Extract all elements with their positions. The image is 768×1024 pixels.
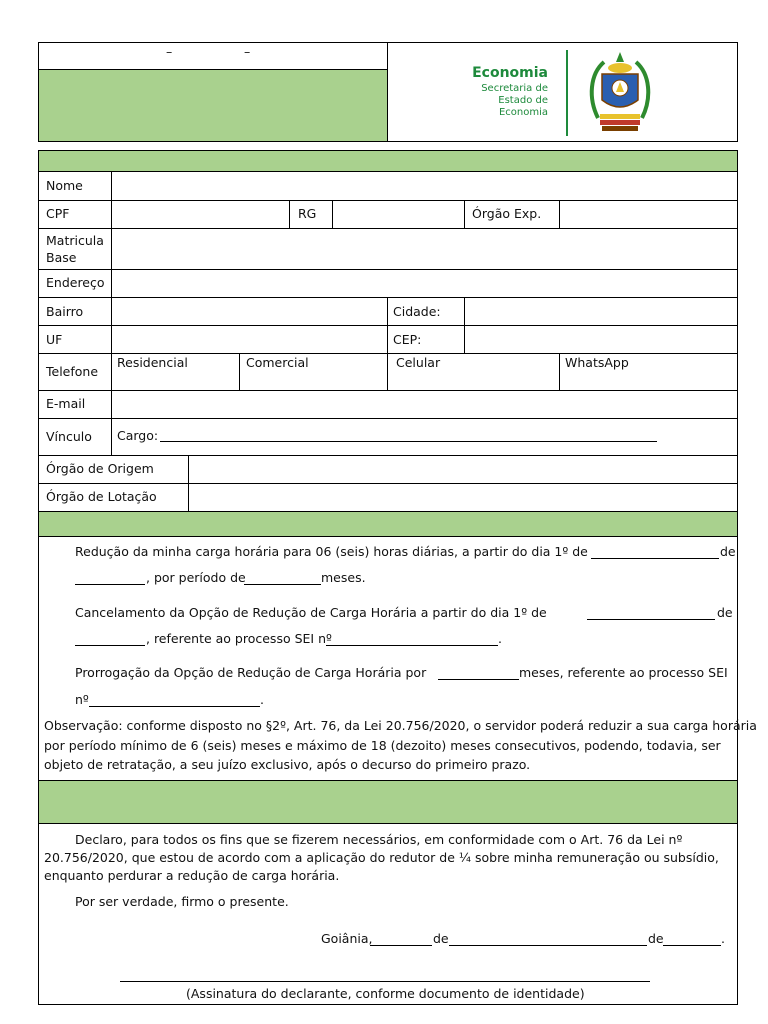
- obs-line-2: por período mínimo de 6 (seis) meses e máximo de 18 (dezoito) meses consecutivos, podendo, todavia, ser: [44, 738, 721, 753]
- nome-field[interactable]: [112, 172, 737, 200]
- label-vinculo: Vínculo: [46, 429, 92, 444]
- label-nome: Nome: [46, 178, 83, 193]
- reducao-meses: meses.: [321, 570, 366, 585]
- obs-line-1: Observação: conforme disposto no §2º, Art. 76, da Lei 20.756/2020, o servidor poderá reduzir a sua carga horária: [44, 718, 757, 733]
- reducao-month-line[interactable]: [75, 584, 145, 585]
- endereco-field[interactable]: [112, 270, 737, 297]
- signature-line[interactable]: [120, 981, 650, 982]
- economia-logo: [440, 62, 550, 122]
- col-divider: [239, 353, 240, 390]
- label-orgao-origem: Órgão de Origem: [46, 461, 154, 476]
- reducao-de: de: [720, 544, 736, 559]
- col-divider: [387, 297, 388, 353]
- row-divider: [38, 418, 738, 419]
- bairro-field[interactable]: [112, 298, 387, 325]
- orgao-exp-field[interactable]: [560, 201, 737, 228]
- reducao-text-a: Redução da minha carga horária para 06 (seis) horas diárias, a partir do dia 1º de: [75, 544, 588, 559]
- cancel-day-line[interactable]: [587, 619, 715, 620]
- uf-field[interactable]: [112, 326, 387, 353]
- logo-title: Economia: [472, 65, 548, 81]
- reducao-period-line[interactable]: [244, 584, 321, 585]
- section-1-header: [38, 150, 738, 172]
- header-dash-1: –: [166, 44, 173, 59]
- signature-caption: (Assinatura do declarante, conforme documento de identidade): [186, 986, 585, 1001]
- reducao-day-line[interactable]: [591, 558, 719, 559]
- prorrog-text-a: Prorrogação da Opção de Redução de Carga Horária por: [75, 665, 427, 680]
- cancel-text-b: , referente ao processo SEI nº: [146, 631, 332, 646]
- reducao-text-b: , por período de: [146, 570, 246, 585]
- label-cpf: CPF: [46, 206, 70, 221]
- label-cidade: Cidade:: [393, 304, 441, 319]
- logo-sub-1: Secretaria de: [481, 83, 548, 94]
- section-3-header: [38, 780, 738, 824]
- rg-field[interactable]: [333, 201, 464, 228]
- cancel-month-line[interactable]: [75, 645, 145, 646]
- decl-end: .: [721, 931, 725, 946]
- label-cargo: Cargo:: [117, 428, 159, 443]
- decl-line-1: Declaro, para todos os fins que se fizerem necessários, em conformidade com o Art. 76 da Lei nº: [75, 832, 683, 847]
- coat-of-arms-icon: [584, 48, 656, 138]
- label-matricula-2: Base: [46, 250, 77, 265]
- label-cep: CEP:: [393, 332, 422, 347]
- label-comercial: Comercial: [246, 355, 309, 370]
- col-divider: [464, 200, 465, 228]
- logo-sub-2: Estado de: [498, 95, 548, 106]
- obs-line-3: objeto de retratação, a seu juízo exclusivo, após o decurso do primeiro prazo.: [44, 757, 531, 772]
- decl-goiania: Goiânia,: [321, 931, 373, 946]
- label-matricula-1: Matricula: [46, 233, 104, 248]
- prorrog-months-line[interactable]: [438, 679, 519, 680]
- cancel-sei-line[interactable]: [326, 645, 498, 646]
- date-year-line[interactable]: [663, 945, 721, 946]
- row-divider: [38, 353, 738, 354]
- prorrog-no: nº: [75, 692, 89, 707]
- prorrog-text-b: meses, referente ao processo SEI: [519, 665, 728, 680]
- col-divider: [289, 200, 290, 228]
- label-endereco: Endereço: [46, 275, 105, 290]
- date-month-line[interactable]: [449, 945, 647, 946]
- decl-line-2: 20.756/2020, que estou de acordo com a aplicação do redutor de ¼ sobre minha remuneração ou subsídio,: [44, 850, 719, 865]
- label-telefone: Telefone: [46, 364, 99, 379]
- decl-de-1: de: [433, 931, 449, 946]
- label-orgao-exp: Órgão Exp.: [472, 206, 542, 221]
- date-day-line[interactable]: [370, 945, 432, 946]
- label-email: E-mail: [46, 396, 86, 411]
- prorrog-end: .: [260, 692, 264, 707]
- label-whatsapp: WhatsApp: [565, 355, 629, 370]
- orgao-lotacao-field[interactable]: [189, 484, 737, 511]
- label-uf: UF: [46, 332, 63, 347]
- col-divider: [559, 353, 560, 390]
- header-divider: [387, 43, 388, 141]
- orgao-origem-field[interactable]: [189, 456, 737, 483]
- header-left-green: [39, 70, 387, 141]
- logo-separator: [566, 50, 568, 136]
- section-2-header: [38, 511, 738, 537]
- cancel-text-a: Cancelamento da Opção de Redução de Carga Horária a partir do dia 1º de: [75, 605, 547, 620]
- label-bairro: Bairro: [46, 304, 84, 319]
- decl-firmo: Por ser verdade, firmo o presente.: [75, 894, 289, 909]
- decl-line-3: enquanto perdurar a redução de carga horária.: [44, 868, 340, 883]
- label-orgao-lotacao: Órgão de Lotação: [46, 489, 157, 504]
- cancel-end: .: [498, 631, 502, 646]
- cep-field[interactable]: [465, 326, 737, 353]
- header-left-top: [39, 43, 387, 70]
- label-celular: Celular: [396, 355, 441, 370]
- label-residencial: Residencial: [117, 355, 188, 370]
- email-field[interactable]: [112, 391, 737, 418]
- prorrog-sei-line[interactable]: [89, 706, 260, 707]
- matricula-field[interactable]: [112, 229, 737, 269]
- label-rg: RG: [298, 206, 317, 221]
- cargo-line[interactable]: [160, 441, 657, 442]
- cidade-field[interactable]: [465, 298, 737, 325]
- logo-sub-3: Economia: [498, 107, 548, 118]
- header-dash-2: –: [244, 44, 251, 59]
- decl-de-2: de: [648, 931, 664, 946]
- cancel-de: de: [717, 605, 733, 620]
- cpf-field[interactable]: [112, 201, 289, 228]
- col-divider: [387, 353, 388, 390]
